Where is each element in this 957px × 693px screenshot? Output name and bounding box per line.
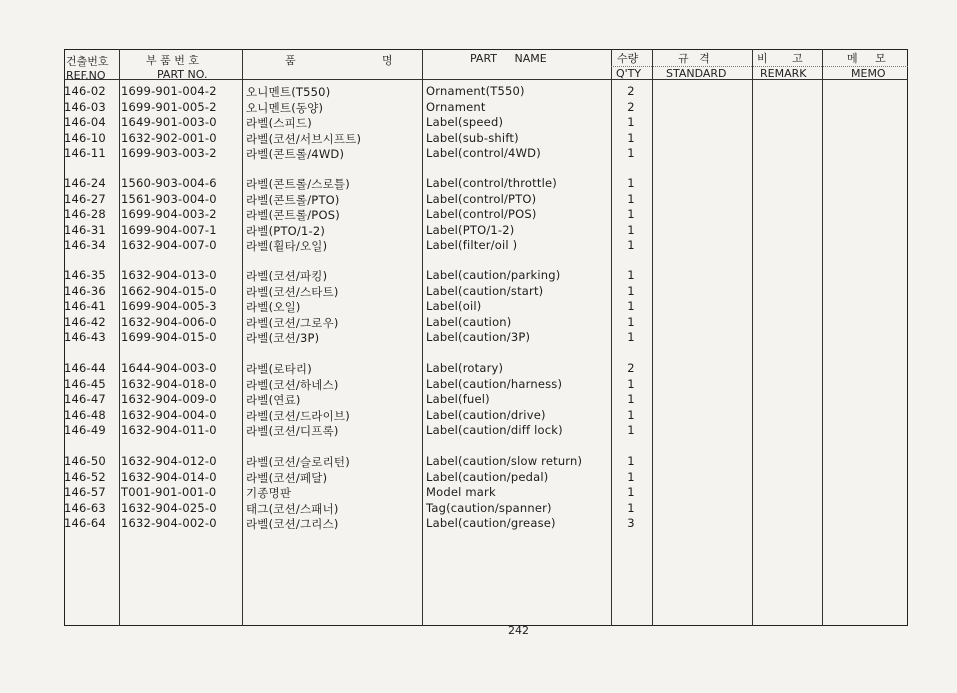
qty-cell: 1 [627, 222, 635, 237]
korean-name-cell: 라벨(콘트롤/POS) [246, 208, 340, 222]
part-name-cell: Label(caution/slow return) [426, 454, 583, 468]
part-name-cell: Label(control/throttle) [426, 176, 557, 190]
header-name-ko-left: 품 [285, 54, 296, 67]
ref-no-cell: 146-41 [64, 299, 106, 313]
part-name-cell: Model mark [426, 485, 496, 499]
korean-name-cell: 라벨(휠타/오일) [246, 239, 328, 253]
part-no-cell: 1561-903-004-0 [121, 191, 217, 206]
korean-name-cell: 오니멘트(T550) [246, 85, 331, 99]
qty-cell: 1 [627, 191, 635, 206]
part-no-cell: 1699-901-005-2 [121, 99, 217, 114]
part-name-cell: Label(rotary) [426, 361, 504, 375]
ref-no-cell: 146-45 [64, 376, 106, 391]
korean-name-cell: 라벨(코션/디프록) [246, 424, 339, 438]
qty-cell: 1 [627, 485, 635, 499]
part-name-cell: Label(caution/drive) [426, 407, 546, 422]
header-name-ko-right: 명 [382, 54, 393, 67]
qty-cell: 1 [627, 314, 635, 329]
korean-name-cell: 라벨(콘트롤/스로틀) [246, 177, 350, 191]
part-name-cell: Label(oil) [426, 299, 482, 313]
korean-name-cell: 라벨(코션/페달) [246, 470, 328, 485]
part-no-cell: 1632-904-004-0 [121, 407, 217, 422]
part-name-cell: Label(control/PTO) [426, 191, 537, 206]
qty-cell: 1 [627, 238, 635, 252]
ref-no-cell: 146-42 [64, 314, 106, 329]
korean-name-cell: 라벨(코션/슬로리턴) [246, 455, 350, 469]
qty-cell: 2 [627, 99, 635, 114]
ref-no-cell: 146-49 [64, 423, 106, 437]
part-name-cell: Ornament(T550) [426, 84, 525, 98]
part-no-cell: 1699-903-003-2 [121, 146, 217, 160]
part-name-cell: Label(caution/parking) [426, 268, 561, 282]
korean-name-cell: 라벨(코션/그로우) [246, 315, 339, 330]
qty-cell: 1 [627, 376, 635, 391]
ref-no-cell: 146-57 [64, 485, 106, 499]
part-name-cell: Ornament [426, 99, 486, 114]
korean-name-cell: 라벨(오일) [246, 300, 301, 314]
qty-cell: 1 [627, 330, 635, 344]
part-no-cell: 1632-904-009-0 [121, 392, 217, 406]
part-name-cell: Label(caution/3P) [426, 330, 531, 344]
ref-no-cell: 146-10 [64, 130, 106, 145]
part-no-cell: 1632-902-001-0 [121, 130, 217, 145]
ref-no-cell: 146-35 [64, 268, 106, 282]
korean-name-cell: 오니멘트(동양) [246, 100, 324, 115]
part-no-cell: 1632-904-007-0 [121, 238, 217, 252]
header-part-name: PART NAME [470, 52, 547, 65]
ref-no-cell: 146-44 [64, 361, 106, 375]
ref-no-cell: 146-36 [64, 283, 106, 298]
header-memo-en: MEMO [851, 67, 886, 80]
ref-no-cell: 146-64 [64, 516, 106, 530]
korean-name-cell: 라벨(코션/하네스) [246, 377, 339, 392]
part-name-cell: Label(caution/pedal) [426, 469, 549, 484]
qty-cell: 1 [627, 392, 635, 406]
part-no-cell: 1649-901-003-0 [121, 115, 217, 129]
part-name-cell: Label(control/POS) [426, 207, 537, 221]
korean-name-cell: 라벨(PTO/1-2) [246, 223, 326, 238]
header-remark-ko: 비 고 [757, 52, 803, 65]
header-remark-en: REMARK [760, 67, 807, 80]
ref-no-cell: 146-03 [64, 99, 106, 114]
part-no-cell: 1560-903-004-6 [121, 176, 217, 190]
part-name-cell: Label(fuel) [426, 392, 490, 406]
qty-cell: 2 [627, 84, 635, 98]
qty-cell: 1 [627, 283, 635, 298]
qty-cell: 1 [627, 454, 635, 468]
header-ref-ko: 건출번호 [66, 55, 109, 68]
qty-cell: 1 [627, 146, 635, 160]
part-no-cell: 1632-904-012-0 [121, 454, 217, 468]
part-no-cell: 1699-904-015-0 [121, 330, 217, 344]
ref-no-cell: 146-48 [64, 407, 106, 422]
part-name-cell: Label(sub-shift) [426, 130, 519, 145]
ref-no-cell: 146-27 [64, 191, 106, 206]
ref-no-cell: 146-52 [64, 469, 106, 484]
header-partno-ko: 부 품 번 호 [146, 54, 199, 67]
part-name-cell: Label(caution) [426, 314, 512, 329]
ref-no-cell: 146-63 [64, 500, 106, 515]
header-standard-ko: 규 격 [678, 52, 710, 65]
column-divider [822, 49, 823, 626]
korean-name-cell: 라벨(스피드) [246, 116, 312, 130]
korean-name-cell: 라벨(콘트롤/PTO) [246, 192, 340, 207]
part-no-cell: 1632-904-013-0 [121, 268, 217, 282]
header-qty-ko: 수량 [617, 52, 639, 65]
page-number: 242 [508, 624, 529, 637]
korean-name-cell: 라벨(코션/스타트) [246, 284, 339, 299]
part-no-cell: 1699-901-004-2 [121, 84, 217, 98]
header-standard-en: STANDARD [666, 67, 727, 80]
part-no-cell: 1632-904-011-0 [121, 423, 217, 437]
header-memo-ko: 메 모 [847, 52, 886, 65]
qty-cell: 1 [627, 207, 635, 221]
ref-no-cell: 146-11 [64, 146, 106, 160]
qty-cell: 1 [627, 176, 635, 190]
column-divider [652, 49, 653, 626]
part-name-cell: Label(caution/start) [426, 283, 544, 298]
ref-no-cell: 146-50 [64, 454, 106, 468]
korean-name-cell: 라벨(로타리) [246, 362, 312, 376]
part-name-cell: Tag(caution/spanner) [426, 500, 552, 515]
ref-no-cell: 146-04 [64, 115, 106, 129]
part-no-cell: T001-901-001-0 [121, 485, 217, 499]
qty-cell: 1 [627, 423, 635, 437]
part-name-cell: Label(speed) [426, 115, 504, 129]
ref-no-cell: 146-34 [64, 238, 106, 252]
column-divider [119, 49, 120, 626]
part-no-cell: 1632-904-018-0 [121, 376, 217, 391]
korean-name-cell: 라벨(코션/드라이브) [246, 408, 350, 423]
qty-cell: 1 [627, 268, 635, 282]
korean-name-cell: 라벨(콘트롤/4WD) [246, 147, 345, 161]
part-name-cell: Label(filter/oil ) [426, 238, 518, 252]
qty-cell: 1 [627, 469, 635, 484]
part-no-cell: 1632-904-002-0 [121, 516, 217, 530]
korean-name-cell: 라벨(코션/서브시프트) [246, 131, 362, 146]
part-name-cell: Label(PTO/1-2) [426, 222, 515, 237]
part-name-cell: Label(control/4WD) [426, 146, 541, 160]
korean-name-cell: 라벨(코션/파킹) [246, 269, 328, 283]
qty-cell: 1 [627, 130, 635, 145]
part-no-cell: 1632-904-025-0 [121, 500, 217, 515]
ref-no-cell: 146-43 [64, 330, 106, 344]
korean-name-cell: 기종명판 [246, 486, 292, 500]
ref-no-cell: 146-31 [64, 222, 106, 237]
part-no-cell: 1644-904-003-0 [121, 361, 217, 375]
column-divider [752, 49, 753, 626]
part-no-cell: 1699-904-007-1 [121, 222, 217, 237]
part-no-cell: 1699-904-005-3 [121, 299, 217, 313]
part-no-cell: 1699-904-003-2 [121, 207, 217, 221]
qty-cell: 1 [627, 500, 635, 515]
column-divider [242, 49, 243, 626]
column-divider [422, 49, 423, 626]
korean-name-cell: 라벨(코션/그리스) [246, 517, 339, 531]
part-name-cell: Label(caution/diff lock) [426, 423, 563, 437]
qty-cell: 1 [627, 299, 635, 313]
header-partno-en: PART NO. [157, 68, 208, 81]
header-qty-en: Q'TY [616, 67, 642, 80]
part-no-cell: 1662-904-015-0 [121, 283, 217, 298]
qty-cell: 3 [627, 516, 635, 530]
korean-name-cell: 태그(코션/스패너) [246, 501, 339, 516]
qty-cell: 1 [627, 115, 635, 129]
qty-cell: 1 [627, 407, 635, 422]
part-no-cell: 1632-904-014-0 [121, 469, 217, 484]
ref-no-cell: 146-24 [64, 176, 106, 190]
ref-no-cell: 146-02 [64, 84, 106, 98]
korean-name-cell: 라벨(코션/3P) [246, 331, 320, 345]
header-ref-en: REF.NO [66, 69, 106, 82]
part-name-cell: Label(caution/harness) [426, 376, 563, 391]
qty-cell: 2 [627, 361, 635, 375]
korean-name-cell: 라벨(연료) [246, 393, 301, 407]
ref-no-cell: 146-47 [64, 392, 106, 406]
part-name-cell: Label(caution/grease) [426, 516, 556, 530]
part-no-cell: 1632-904-006-0 [121, 314, 217, 329]
ref-no-cell: 146-28 [64, 207, 106, 221]
